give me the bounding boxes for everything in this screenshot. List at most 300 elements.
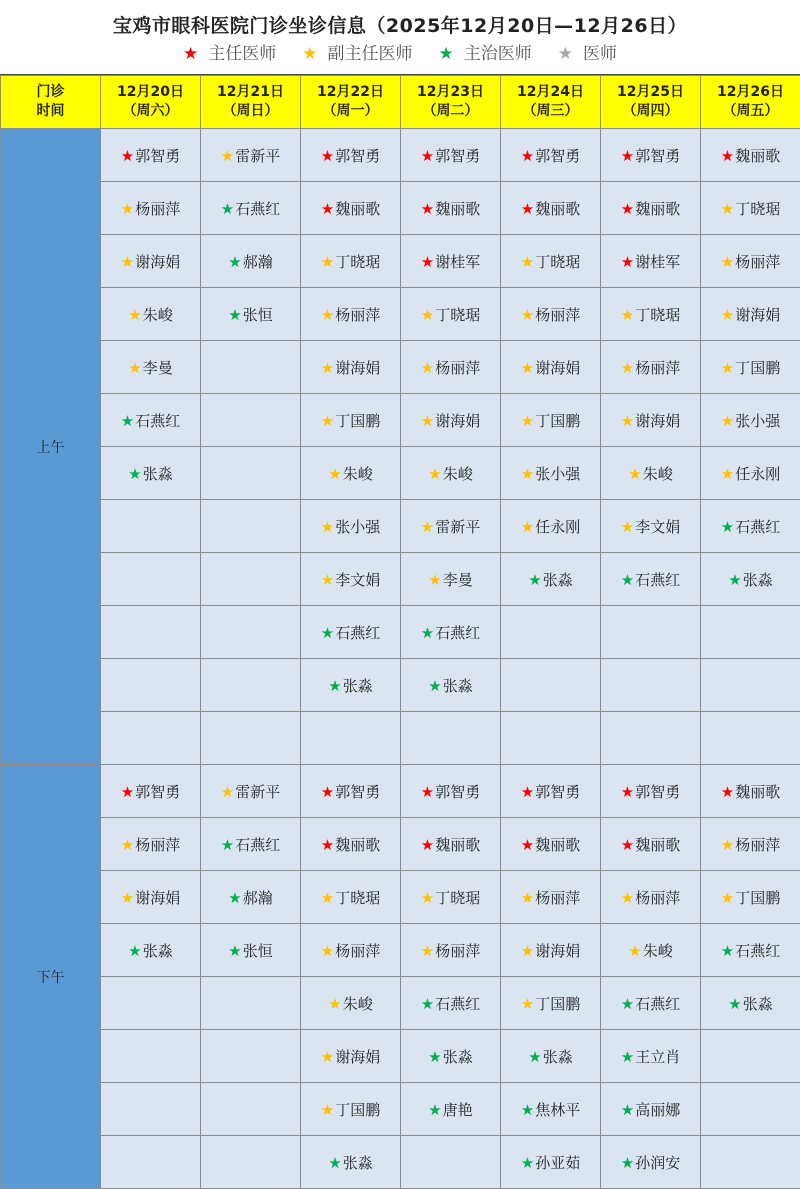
star-icon: ★ xyxy=(728,995,741,1013)
doctor-name: 丁国鹏 xyxy=(535,412,580,430)
doctor-name: 石燕红 xyxy=(735,518,780,536)
doctor-name: 魏丽歌 xyxy=(335,836,380,854)
table-row xyxy=(1,871,800,924)
schedule-cell xyxy=(201,129,301,182)
legend-label: 副主任医师 xyxy=(328,44,413,64)
doctor-name: 郭智勇 xyxy=(435,147,480,165)
doctor-name: 王立肖 xyxy=(635,1048,680,1066)
schedule-cell xyxy=(101,712,201,765)
day-header xyxy=(301,76,401,129)
schedule-cell xyxy=(201,394,301,447)
schedule-cell xyxy=(501,447,601,500)
table-row xyxy=(1,235,800,288)
doctor-name: 谢海娟 xyxy=(535,359,580,377)
star-icon: ★ xyxy=(521,465,534,483)
star-icon: ★ xyxy=(558,44,573,64)
star-icon: ★ xyxy=(121,147,134,165)
star-icon: ★ xyxy=(521,253,534,271)
legend-item xyxy=(558,39,617,64)
doctor-name: 张淼 xyxy=(143,465,173,483)
doctor-name: 张淼 xyxy=(543,1048,573,1066)
schedule-cell xyxy=(101,288,201,341)
doctor-name: 郭智勇 xyxy=(135,147,180,165)
star-icon: ★ xyxy=(621,889,634,907)
table-row xyxy=(1,500,800,553)
doctor-name: 丁晓琚 xyxy=(735,200,780,218)
schedule-cell xyxy=(701,129,800,182)
schedule-cell xyxy=(101,1136,201,1189)
doctor-name: 魏丽歌 xyxy=(735,783,780,801)
schedule-cell xyxy=(601,288,701,341)
schedule-cell xyxy=(101,394,201,447)
schedule-cell xyxy=(401,288,501,341)
schedule-cell xyxy=(701,871,800,924)
doctor-name: 雷新平 xyxy=(435,518,480,536)
doctor-name: 杨丽萍 xyxy=(535,889,580,907)
schedule-cell xyxy=(501,341,601,394)
schedule-cell xyxy=(201,977,301,1030)
schedule-cell xyxy=(601,765,701,818)
schedule-cell xyxy=(401,235,501,288)
doctor-name: 郭智勇 xyxy=(635,147,680,165)
schedule-cell xyxy=(701,659,800,712)
star-icon: ★ xyxy=(528,1048,541,1066)
schedule-cell xyxy=(201,553,301,606)
schedule-cell xyxy=(401,447,501,500)
doctor-name: 张小强 xyxy=(735,412,780,430)
doctor-name: 李文娟 xyxy=(635,518,680,536)
doctor-name: 杨丽萍 xyxy=(335,942,380,960)
doctor-name: 杨丽萍 xyxy=(735,253,780,271)
schedule-cell xyxy=(601,394,701,447)
schedule-cell xyxy=(401,871,501,924)
schedule-cell xyxy=(501,871,601,924)
star-icon: ★ xyxy=(321,412,334,430)
doctor-name: 丁国鹏 xyxy=(335,412,380,430)
schedule-cell xyxy=(101,606,201,659)
rank-legend xyxy=(0,39,800,64)
schedule-cell xyxy=(501,553,601,606)
schedule-cell xyxy=(701,606,800,659)
schedule-cell xyxy=(401,924,501,977)
star-icon: ★ xyxy=(321,942,334,960)
doctor-name: 魏丽歌 xyxy=(635,836,680,854)
schedule-cell xyxy=(601,129,701,182)
schedule-cell xyxy=(501,818,601,871)
schedule-cell xyxy=(301,659,401,712)
schedule-cell xyxy=(201,500,301,553)
doctor-name: 魏丽歌 xyxy=(435,200,480,218)
doctor-name: 张淼 xyxy=(343,677,373,695)
day-date: 12月22日 xyxy=(301,83,400,102)
doctor-name: 李文娟 xyxy=(335,571,380,589)
schedule-cell xyxy=(401,553,501,606)
schedule-cell xyxy=(101,818,201,871)
star-icon: ★ xyxy=(421,995,434,1013)
star-icon: ★ xyxy=(321,1048,334,1066)
schedule-cell xyxy=(501,394,601,447)
schedule-cell xyxy=(201,1136,301,1189)
star-icon: ★ xyxy=(421,359,434,377)
legend-label: 医师 xyxy=(583,44,617,64)
doctor-name: 张小强 xyxy=(535,465,580,483)
doctor-name: 郭智勇 xyxy=(335,147,380,165)
schedule-cell xyxy=(401,818,501,871)
schedule-cell xyxy=(301,1030,401,1083)
doctor-name: 张淼 xyxy=(543,571,573,589)
star-icon: ★ xyxy=(321,306,334,324)
doctor-name: 焦林平 xyxy=(535,1101,580,1119)
doctor-name: 丁国鹏 xyxy=(335,1101,380,1119)
schedule-cell xyxy=(401,606,501,659)
star-icon: ★ xyxy=(721,942,734,960)
schedule-cell xyxy=(201,712,301,765)
schedule-cell xyxy=(301,182,401,235)
star-icon: ★ xyxy=(728,571,741,589)
doctor-name: 郭智勇 xyxy=(635,783,680,801)
schedule-cell xyxy=(201,606,301,659)
star-icon: ★ xyxy=(721,783,734,801)
schedule-cell xyxy=(301,235,401,288)
schedule-body xyxy=(1,129,800,1189)
schedule-cell xyxy=(701,182,800,235)
schedule-cell xyxy=(301,924,401,977)
schedule-cell xyxy=(601,235,701,288)
star-icon: ★ xyxy=(302,44,317,64)
table-row xyxy=(1,182,800,235)
period-label: 下午 xyxy=(1,765,101,1189)
table-row xyxy=(1,924,800,977)
star-icon: ★ xyxy=(521,412,534,430)
doctor-name: 石燕红 xyxy=(135,412,180,430)
star-icon: ★ xyxy=(721,465,734,483)
table-row xyxy=(1,1136,800,1189)
schedule-cell xyxy=(201,182,301,235)
schedule-cell xyxy=(701,1083,800,1136)
schedule-cell xyxy=(501,288,601,341)
doctor-name: 谢海娟 xyxy=(135,253,180,271)
doctor-name: 郝瀚 xyxy=(243,889,273,907)
doctor-name: 杨丽萍 xyxy=(335,306,380,324)
doctor-name: 魏丽歌 xyxy=(535,200,580,218)
table-row xyxy=(1,447,800,500)
star-icon: ★ xyxy=(621,253,634,271)
doctor-name: 朱峻 xyxy=(343,465,373,483)
table-row xyxy=(1,553,800,606)
star-icon: ★ xyxy=(228,889,241,907)
star-icon: ★ xyxy=(421,518,434,536)
star-icon: ★ xyxy=(621,518,634,536)
star-icon: ★ xyxy=(421,624,434,642)
schedule-cell xyxy=(401,1030,501,1083)
star-icon: ★ xyxy=(621,359,634,377)
star-icon: ★ xyxy=(439,44,454,64)
star-icon: ★ xyxy=(721,836,734,854)
header-row xyxy=(1,76,800,129)
corner-line1: 门诊 xyxy=(1,83,100,102)
doctor-name: 魏丽歌 xyxy=(335,200,380,218)
schedule-cell xyxy=(401,1136,501,1189)
schedule-cell xyxy=(301,500,401,553)
schedule-cell xyxy=(301,288,401,341)
doctor-name: 孙亚茹 xyxy=(535,1154,580,1172)
star-icon: ★ xyxy=(321,836,334,854)
doctor-name: 谢海娟 xyxy=(435,412,480,430)
doctor-name: 杨丽萍 xyxy=(635,889,680,907)
doctor-name: 朱峻 xyxy=(343,995,373,1013)
doctor-name: 丁晓琚 xyxy=(335,253,380,271)
doctor-name: 丁晓琚 xyxy=(335,889,380,907)
doctor-name: 杨丽萍 xyxy=(635,359,680,377)
star-icon: ★ xyxy=(621,783,634,801)
doctor-name: 谢海娟 xyxy=(135,889,180,907)
doctor-name: 谢海娟 xyxy=(535,942,580,960)
schedule-cell xyxy=(701,765,800,818)
day-weekday: （周二） xyxy=(401,102,500,121)
schedule-cell xyxy=(401,1083,501,1136)
day-weekday: （周六） xyxy=(101,102,200,121)
doctor-name: 朱峻 xyxy=(643,465,673,483)
schedule-cell xyxy=(101,341,201,394)
schedule-cell xyxy=(601,924,701,977)
schedule-cell xyxy=(501,924,601,977)
star-icon: ★ xyxy=(721,359,734,377)
schedule-table xyxy=(0,75,800,1189)
star-icon: ★ xyxy=(521,306,534,324)
schedule-cell xyxy=(301,1136,401,1189)
table-row xyxy=(1,977,800,1030)
schedule-cell xyxy=(101,500,201,553)
day-header xyxy=(601,76,701,129)
schedule-cell xyxy=(201,288,301,341)
star-icon: ★ xyxy=(521,359,534,377)
schedule-cell xyxy=(601,553,701,606)
star-icon: ★ xyxy=(221,200,234,218)
schedule-cell xyxy=(501,765,601,818)
day-header xyxy=(501,76,601,129)
schedule-cell xyxy=(101,659,201,712)
page-header xyxy=(0,0,800,75)
star-icon: ★ xyxy=(421,412,434,430)
star-icon: ★ xyxy=(721,253,734,271)
schedule-cell xyxy=(601,871,701,924)
doctor-name: 谢海娟 xyxy=(335,359,380,377)
corner-header xyxy=(1,76,101,129)
star-icon: ★ xyxy=(521,783,534,801)
star-icon: ★ xyxy=(621,995,634,1013)
doctor-name: 郭智勇 xyxy=(135,783,180,801)
schedule-cell xyxy=(601,341,701,394)
star-icon: ★ xyxy=(421,253,434,271)
star-icon: ★ xyxy=(721,412,734,430)
star-icon: ★ xyxy=(328,677,341,695)
legend-label: 主治医师 xyxy=(464,44,532,64)
doctor-name: 张恒 xyxy=(243,306,273,324)
schedule-cell xyxy=(401,129,501,182)
day-header xyxy=(701,76,800,129)
schedule-cell xyxy=(301,765,401,818)
schedule-cell xyxy=(701,341,800,394)
star-icon: ★ xyxy=(521,1101,534,1119)
doctor-name: 魏丽歌 xyxy=(735,147,780,165)
doctor-name: 郝瀚 xyxy=(243,253,273,271)
star-icon: ★ xyxy=(721,200,734,218)
schedule-cell xyxy=(401,394,501,447)
schedule-cell xyxy=(701,447,800,500)
doctor-name: 郭智勇 xyxy=(535,783,580,801)
legend-item xyxy=(439,39,532,64)
schedule-cell xyxy=(601,712,701,765)
schedule-cell xyxy=(101,129,201,182)
schedule-cell xyxy=(201,924,301,977)
doctor-name: 石燕红 xyxy=(335,624,380,642)
star-icon: ★ xyxy=(321,200,334,218)
star-icon: ★ xyxy=(621,1154,634,1172)
star-icon: ★ xyxy=(328,995,341,1013)
doctor-name: 郭智勇 xyxy=(335,783,380,801)
star-icon: ★ xyxy=(121,836,134,854)
day-date: 12月26日 xyxy=(701,83,800,102)
legend-item xyxy=(183,39,276,64)
table-row xyxy=(1,765,800,818)
doctor-name: 郭智勇 xyxy=(535,147,580,165)
doctor-name: 雷新平 xyxy=(235,147,280,165)
doctor-name: 丁国鹏 xyxy=(535,995,580,1013)
schedule-cell xyxy=(101,182,201,235)
schedule-cell xyxy=(101,1083,201,1136)
doctor-name: 魏丽歌 xyxy=(535,836,580,854)
doctor-name: 高丽娜 xyxy=(635,1101,680,1119)
star-icon: ★ xyxy=(128,306,141,324)
star-icon: ★ xyxy=(721,306,734,324)
doctor-name: 唐艳 xyxy=(443,1101,473,1119)
schedule-cell xyxy=(501,1030,601,1083)
day-weekday: （周四） xyxy=(601,102,700,121)
star-icon: ★ xyxy=(621,1101,634,1119)
doctor-name: 张淼 xyxy=(143,942,173,960)
star-icon: ★ xyxy=(721,518,734,536)
star-icon: ★ xyxy=(228,253,241,271)
schedule-cell xyxy=(601,977,701,1030)
doctor-name: 丁晓琚 xyxy=(435,889,480,907)
schedule-cell xyxy=(301,394,401,447)
doctor-name: 石燕红 xyxy=(435,624,480,642)
doctor-name: 谢海娟 xyxy=(335,1048,380,1066)
schedule-cell xyxy=(301,606,401,659)
day-date: 12月21日 xyxy=(201,83,300,102)
day-header xyxy=(401,76,501,129)
star-icon: ★ xyxy=(621,306,634,324)
doctor-name: 丁国鹏 xyxy=(735,889,780,907)
doctor-name: 杨丽萍 xyxy=(435,359,480,377)
doctor-name: 谢桂军 xyxy=(635,253,680,271)
schedule-cell xyxy=(301,553,401,606)
schedule-cell xyxy=(701,712,800,765)
star-icon: ★ xyxy=(321,571,334,589)
schedule-cell xyxy=(601,606,701,659)
star-icon: ★ xyxy=(428,1101,441,1119)
doctor-name: 杨丽萍 xyxy=(435,942,480,960)
star-icon: ★ xyxy=(221,147,234,165)
star-icon: ★ xyxy=(521,1154,534,1172)
star-icon: ★ xyxy=(421,889,434,907)
doctor-name: 张淼 xyxy=(443,1048,473,1066)
schedule-cell xyxy=(701,394,800,447)
star-icon: ★ xyxy=(421,836,434,854)
doctor-name: 石燕红 xyxy=(635,571,680,589)
star-icon: ★ xyxy=(328,465,341,483)
doctor-name: 魏丽歌 xyxy=(435,836,480,854)
schedule-cell xyxy=(501,977,601,1030)
doctor-name: 朱峻 xyxy=(143,306,173,324)
star-icon: ★ xyxy=(528,571,541,589)
doctor-name: 杨丽萍 xyxy=(735,836,780,854)
star-icon: ★ xyxy=(521,200,534,218)
schedule-cell xyxy=(201,447,301,500)
star-icon: ★ xyxy=(721,889,734,907)
schedule-cell xyxy=(401,341,501,394)
star-icon: ★ xyxy=(621,200,634,218)
doctor-name: 丁晓琚 xyxy=(435,306,480,324)
day-date: 12月25日 xyxy=(601,83,700,102)
schedule-cell xyxy=(701,818,800,871)
schedule-cell xyxy=(601,1083,701,1136)
schedule-cell xyxy=(601,1030,701,1083)
legend-label: 主任医师 xyxy=(208,44,276,64)
star-icon: ★ xyxy=(121,889,134,907)
star-icon: ★ xyxy=(128,942,141,960)
star-icon: ★ xyxy=(321,147,334,165)
schedule-cell xyxy=(501,659,601,712)
star-icon: ★ xyxy=(321,518,334,536)
doctor-name: 魏丽歌 xyxy=(635,200,680,218)
schedule-cell xyxy=(701,977,800,1030)
doctor-name: 丁晓琚 xyxy=(635,306,680,324)
doctor-name: 张淼 xyxy=(343,1154,373,1172)
schedule-cell xyxy=(501,712,601,765)
schedule-cell xyxy=(401,765,501,818)
table-row xyxy=(1,394,800,447)
schedule-cell xyxy=(501,1136,601,1189)
schedule-cell xyxy=(401,659,501,712)
schedule-cell xyxy=(401,500,501,553)
doctor-name: 张小强 xyxy=(335,518,380,536)
star-icon: ★ xyxy=(428,677,441,695)
doctor-name: 张恒 xyxy=(243,942,273,960)
legend-item xyxy=(302,39,412,64)
period-label: 上午 xyxy=(1,129,101,765)
schedule-cell xyxy=(301,1083,401,1136)
schedule-cell xyxy=(301,818,401,871)
doctor-name: 石燕红 xyxy=(435,995,480,1013)
schedule-cell xyxy=(201,1083,301,1136)
star-icon: ★ xyxy=(621,836,634,854)
star-icon: ★ xyxy=(621,412,634,430)
star-icon: ★ xyxy=(721,147,734,165)
schedule-cell xyxy=(101,235,201,288)
doctor-name: 石燕红 xyxy=(735,942,780,960)
schedule-cell xyxy=(201,235,301,288)
schedule-cell xyxy=(701,1136,800,1189)
schedule-cell xyxy=(101,765,201,818)
doctor-name: 石燕红 xyxy=(235,836,280,854)
doctor-name: 杨丽萍 xyxy=(535,306,580,324)
schedule-cell xyxy=(601,447,701,500)
schedule-cell xyxy=(601,818,701,871)
schedule-cell xyxy=(101,1030,201,1083)
schedule-cell xyxy=(201,659,301,712)
doctor-name: 张淼 xyxy=(743,571,773,589)
